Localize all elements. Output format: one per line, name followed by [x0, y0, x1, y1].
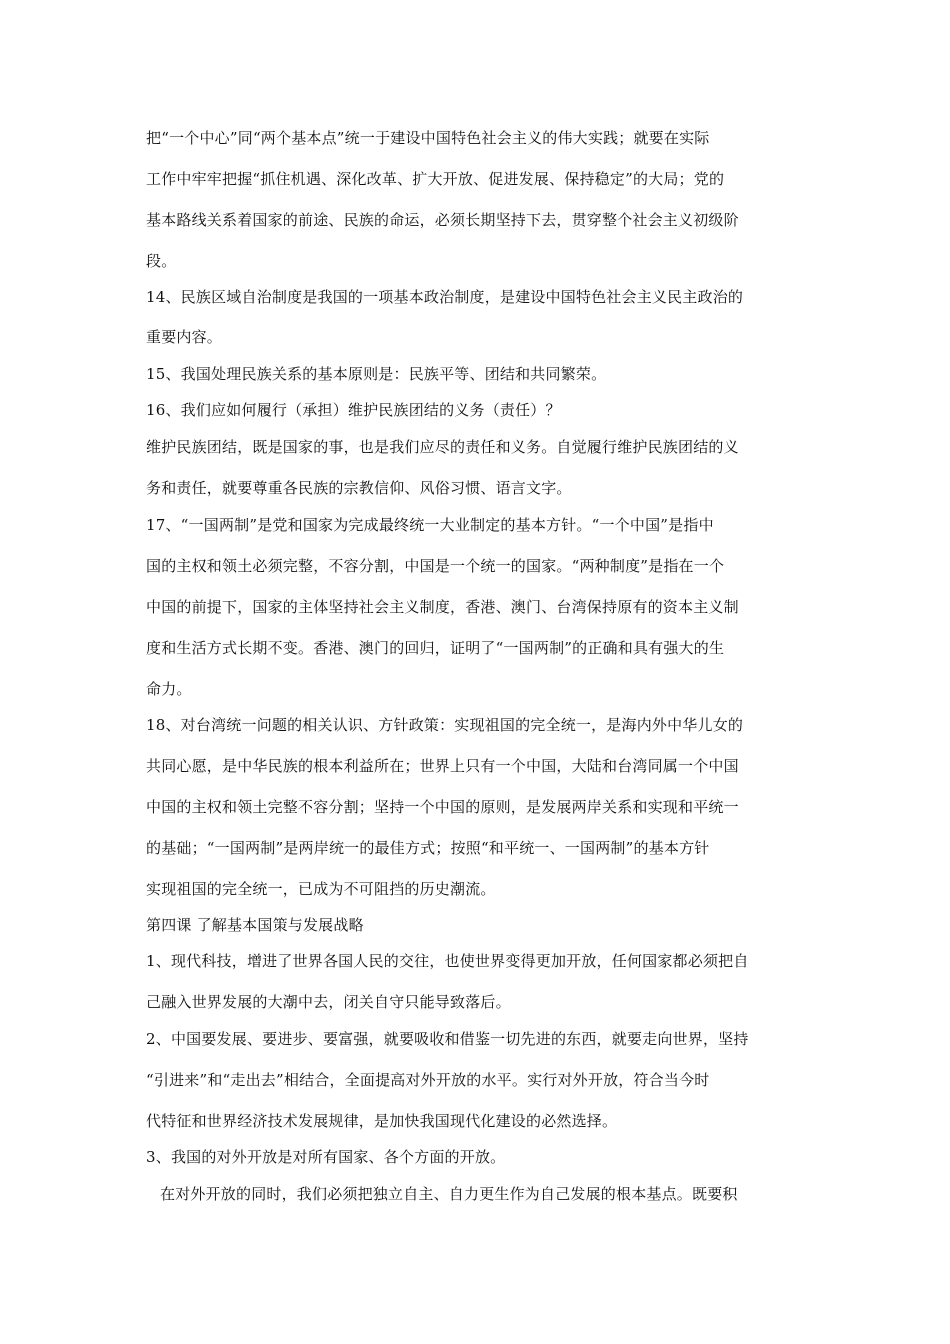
text-line: 重要内容。	[146, 328, 223, 346]
text-line: 17、“一国两制”是党和国家为完成最终统一大业制定的基本方针。“一个中国”是指中	[146, 516, 714, 534]
text-line: 2、中国要发展、要进步、要富强，就要吸收和借鉴一切先进的东西，就要走向世界，坚持	[146, 1030, 749, 1048]
text-line: 把“一个中心”同“两个基本点”统一于建设中国特色社会主义的伟大实践；就要在实际	[146, 129, 710, 147]
text-line: 中国的主权和领土完整不容分割；坚持一个中国的原则，是发展两岸关系和实现和平统一	[146, 798, 739, 816]
text-line: 18、对台湾统一问题的相关认识、方针政策：实现祖国的完全统一，是海内外中华儿女的	[146, 716, 744, 734]
text-line: 共同心愿，是中华民族的根本利益所在；世界上只有一个中国，大陆和台湾同属一个中国	[146, 757, 739, 775]
text-line: 工作中牢牢把握“抓住机遇、深化改革、扩大开放、促进发展、保持稳定”的大局；党的	[146, 170, 725, 188]
text-line: 15、我国处理民族关系的基本原则是：民族平等、团结和共同繁荣。	[146, 365, 607, 383]
section-heading: 第四课 了解基本国策与发展战略	[146, 916, 364, 934]
text-line: 的基础；“一国两制”是两岸统一的最佳方式；按照“和平统一、一国两制”的基本方针	[146, 839, 710, 857]
text-line: 务和责任，就要尊重各民族的宗教信仰、风俗习惯、语言文字。	[146, 479, 572, 497]
text-line: “引进来”和“走出去”相结合，全面提高对外开放的水平。实行对外开放，符合当今时	[146, 1071, 710, 1089]
text-line: 基本路线关系着国家的前途、民族的命运，必须长期坚持下去，贯穿整个社会主义初级阶	[146, 211, 739, 229]
text-line: 在对外开放的同时，我们必须把独立自主、自力更生作为自己发展的根本基点。既要积	[160, 1185, 738, 1203]
text-line: 命力。	[146, 680, 192, 698]
text-line: 度和生活方式长期不变。香港、澳门的回归，证明了“一国两制”的正确和具有强大的生	[146, 639, 725, 657]
text-line: 3、我国的对外开放是对所有国家、各个方面的开放。	[146, 1148, 506, 1166]
text-line: 16、我们应如何履行（承担）维护民族团结的义务（责任）？	[146, 401, 561, 419]
text-line: 中国的前提下，国家的主体坚持社会主义制度，香港、澳门、台湾保持原有的资本主义制	[146, 598, 739, 616]
text-line: 代特征和世界经济技术发展规律，是加快我国现代化建设的必然选择。	[146, 1112, 618, 1130]
text-line: 维护民族团结，既是国家的事，也是我们应尽的责任和义务。自觉履行维护民族团结的义	[146, 438, 739, 456]
text-line: 段。	[146, 252, 177, 270]
text-line: 14、民族区域自治制度是我国的一项基本政治制度，是建设中国特色社会主义民主政治的	[146, 288, 744, 306]
text-line: 实现祖国的完全统一，已成为不可阻挡的历史潮流。	[146, 880, 496, 898]
text-line: 国的主权和领土必须完整，不容分割，中国是一个统一的国家。“两种制度”是指在一个	[146, 557, 725, 575]
text-line: 1、现代科技，增进了世界各国人民的交往，也使世界变得更加开放，任何国家都必须把自	[146, 952, 749, 970]
text-line: 己融入世界发展的大潮中去，闭关自守只能导致落后。	[146, 993, 511, 1011]
